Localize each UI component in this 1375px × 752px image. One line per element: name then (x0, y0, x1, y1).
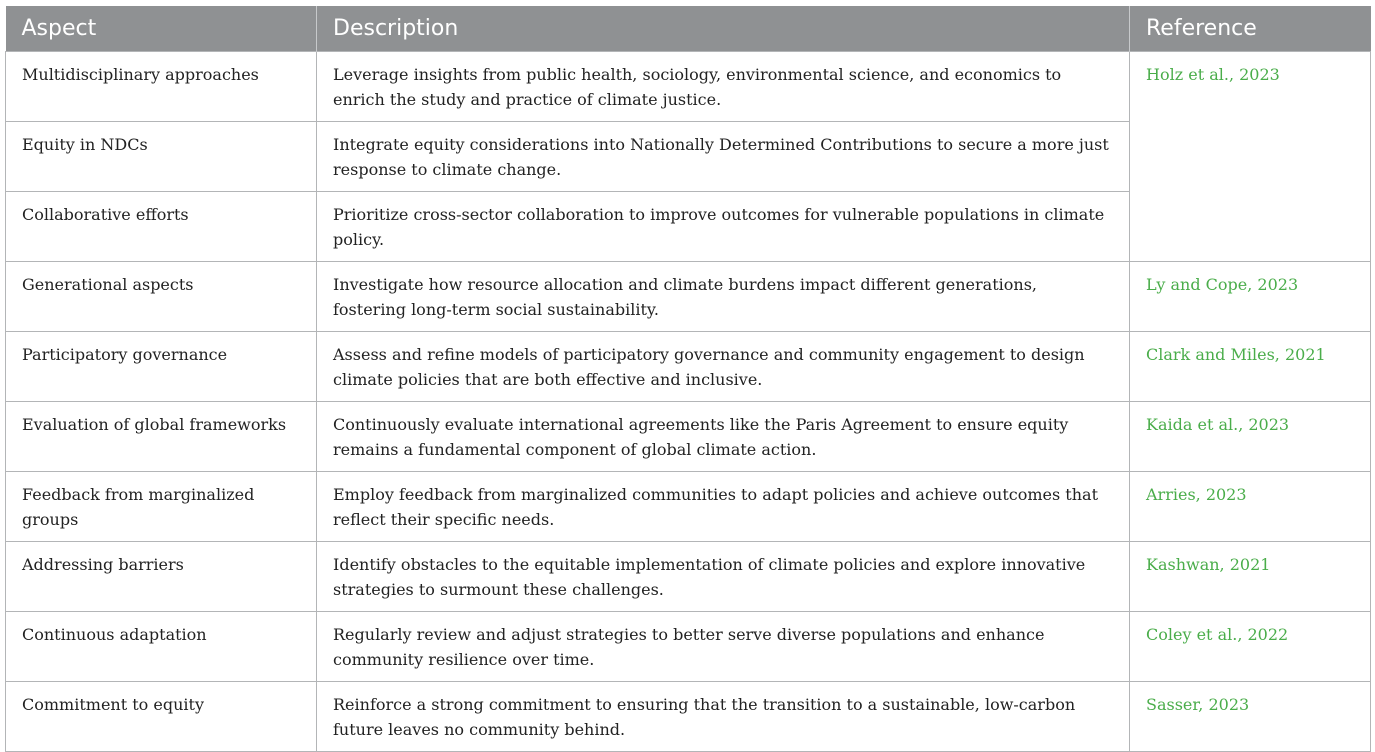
reference-link[interactable]: Ly and Cope, 2023 (1130, 261, 1371, 331)
description-cell: Continuously evaluate international agreements like the Paris Agreement to ensure equity remains a fundamental component of global climate action. (317, 401, 1130, 471)
aspect-cell: Addressing barriers (6, 541, 317, 611)
table-row (6, 611, 1371, 681)
description-cell: Reinforce a strong commitment to ensuring that the transition to a sustainable, low-carbon future leaves no community behind. (317, 681, 1130, 751)
reference-link[interactable]: Arries, 2023 (1130, 471, 1371, 541)
table-row (6, 51, 1371, 121)
table-row (6, 331, 1371, 401)
table-row (6, 401, 1371, 471)
table-row (6, 681, 1371, 751)
description-cell: Assess and refine models of participatory governance and community engagement to design climate policies that are both effective and inclusive. (317, 331, 1130, 401)
table-row (6, 261, 1371, 331)
reference-link[interactable]: Sasser, 2023 (1130, 681, 1371, 751)
aspect-cell: Generational aspects (6, 261, 317, 331)
description-cell: Identify obstacles to the equitable implementation of climate policies and explore innovative strategies to surmount these challenges. (317, 541, 1130, 611)
description-cell: Integrate equity considerations into Nationally Determined Contributions to secure a more just response to climate change. (317, 121, 1130, 191)
reference-link[interactable]: Holz et al., 2023 (1130, 51, 1371, 261)
header-description: Description (317, 6, 1130, 51)
reference-link[interactable]: Kaida et al., 2023 (1130, 401, 1371, 471)
aspect-cell: Multidisciplinary approaches (6, 51, 317, 121)
description-cell: Investigate how resource allocation and climate burdens impact different generations, fostering long-term social sustainability. (317, 261, 1130, 331)
aspect-cell: Equity in NDCs (6, 121, 317, 191)
description-cell: Prioritize cross-sector collaboration to improve outcomes for vulnerable populations in climate policy. (317, 191, 1130, 261)
aspects-table (5, 6, 1371, 752)
reference-link[interactable]: Clark and Miles, 2021 (1130, 331, 1371, 401)
description-cell: Leverage insights from public health, sociology, environmental science, and economics to enrich the study and practice of climate justice. (317, 51, 1130, 121)
reference-link[interactable]: Kashwan, 2021 (1130, 541, 1371, 611)
reference-link[interactable]: Coley et al., 2022 (1130, 611, 1371, 681)
aspect-cell: Feedback from marginalized groups (6, 471, 317, 541)
aspect-cell: Continuous adaptation (6, 611, 317, 681)
header-reference: Reference (1130, 6, 1371, 51)
table-row (6, 471, 1371, 541)
table-header-row (6, 6, 1371, 51)
aspect-cell: Participatory governance (6, 331, 317, 401)
aspect-cell: Commitment to equity (6, 681, 317, 751)
aspect-cell: Evaluation of global frameworks (6, 401, 317, 471)
description-cell: Employ feedback from marginalized communities to adapt policies and achieve outcomes that reflect their specific needs. (317, 471, 1130, 541)
description-cell: Regularly review and adjust strategies to better serve diverse populations and enhance community resilience over time. (317, 611, 1130, 681)
table-row (6, 541, 1371, 611)
aspect-cell: Collaborative efforts (6, 191, 317, 261)
header-aspect: Aspect (6, 6, 317, 51)
